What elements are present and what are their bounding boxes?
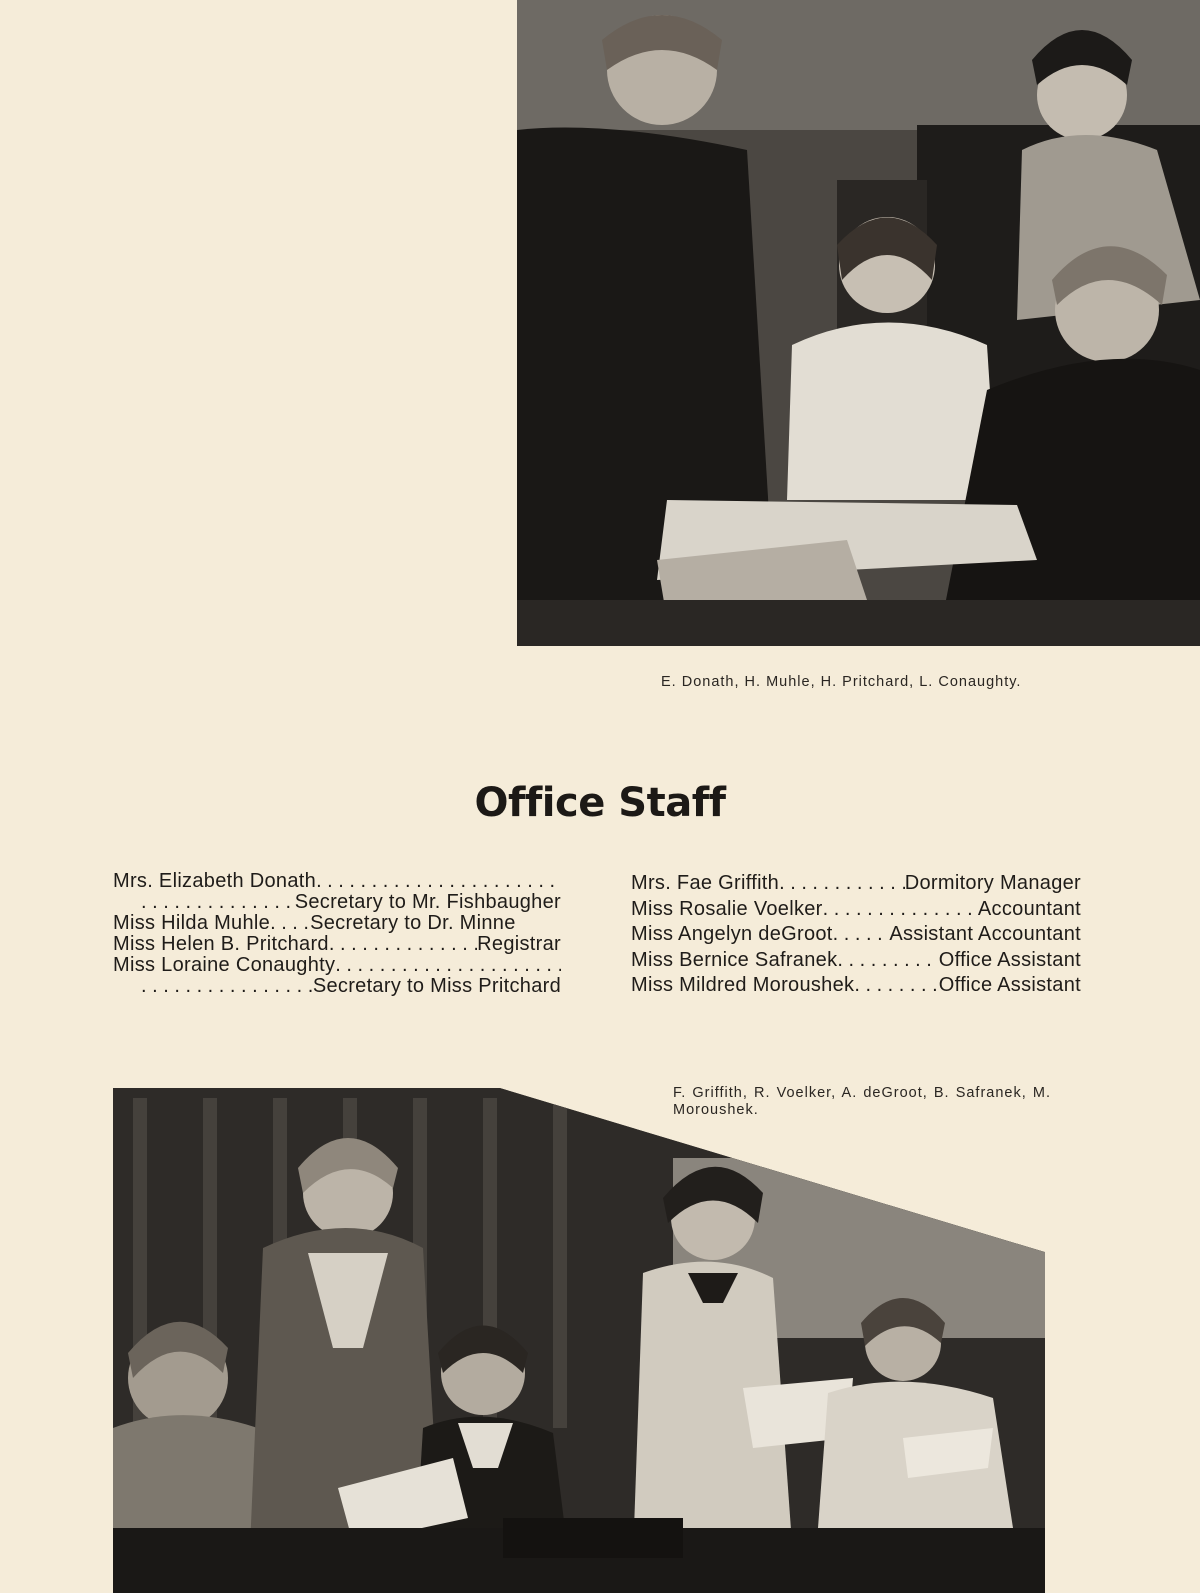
staff-name: Mrs. Fae Griffith — [631, 872, 780, 894]
staff-name: Miss Mildred Moroushek — [631, 974, 855, 996]
staff-role: Assistant Accountant — [889, 923, 1081, 945]
leader-dots — [141, 892, 295, 913]
photo-bottom — [113, 1088, 1045, 1593]
staff-list-right — [631, 871, 1081, 999]
staff-role: Secretary to Miss Pritchard — [312, 975, 561, 997]
photo-bottom-scene — [113, 1088, 1045, 1593]
photo-top-scene — [517, 0, 1200, 646]
staff-role: Registrar — [477, 933, 561, 955]
staff-list-left — [113, 871, 561, 997]
staff-entry — [113, 871, 561, 892]
leader-dots — [833, 922, 890, 948]
staff-name: Miss Bernice Safranek — [631, 948, 838, 971]
photo-top — [517, 0, 1200, 646]
leader-dots — [335, 955, 561, 976]
staff-entry — [631, 973, 1081, 999]
leader-dots — [823, 897, 978, 923]
photo-bottom-caption: F. Griffith, R. Voelker, A. deGroot, B. Safranek, M. Moroushek. — [673, 1085, 1051, 1118]
staff-entry — [631, 897, 1081, 923]
leader-dots — [837, 948, 938, 974]
staff-role: Secretary to Dr. Minne — [310, 912, 516, 934]
leader-dots — [141, 976, 313, 997]
staff-name: Miss Angelyn deGroot — [631, 923, 833, 945]
leader-dots — [329, 934, 477, 955]
leader-dots — [270, 913, 310, 934]
staff-entry-continued — [113, 892, 561, 913]
leader-dots — [779, 871, 905, 897]
staff-name: Mrs. Elizabeth Donath — [113, 870, 317, 892]
leader-dots — [316, 871, 561, 892]
staff-role: Office Assistant — [938, 948, 1081, 971]
leader-dots — [854, 973, 938, 999]
staff-entry — [113, 955, 561, 976]
staff-entry — [113, 913, 561, 934]
staff-entry — [631, 922, 1081, 948]
staff-role: Office Assistant — [938, 974, 1081, 996]
staff-role: Accountant — [977, 897, 1081, 920]
staff-entry — [113, 934, 561, 955]
staff-name: Miss Helen B. Pritchard — [113, 933, 329, 955]
staff-name: Miss Hilda Muhle — [113, 912, 271, 934]
staff-entry-continued — [113, 976, 561, 997]
staff-name: Miss Loraine Conaughty — [113, 954, 336, 976]
photo-top-caption: E. Donath, H. Muhle, H. Pritchard, L. Conaughty. — [661, 674, 1022, 690]
staff-role: Dormitory Manager — [904, 872, 1081, 894]
staff-name: Miss Rosalie Voelker — [631, 897, 823, 920]
staff-entry — [631, 948, 1081, 974]
staff-entry — [631, 871, 1081, 897]
staff-role: Secretary to Mr. Fishbaugher — [294, 891, 561, 913]
page-title: Office Staff — [474, 780, 726, 826]
